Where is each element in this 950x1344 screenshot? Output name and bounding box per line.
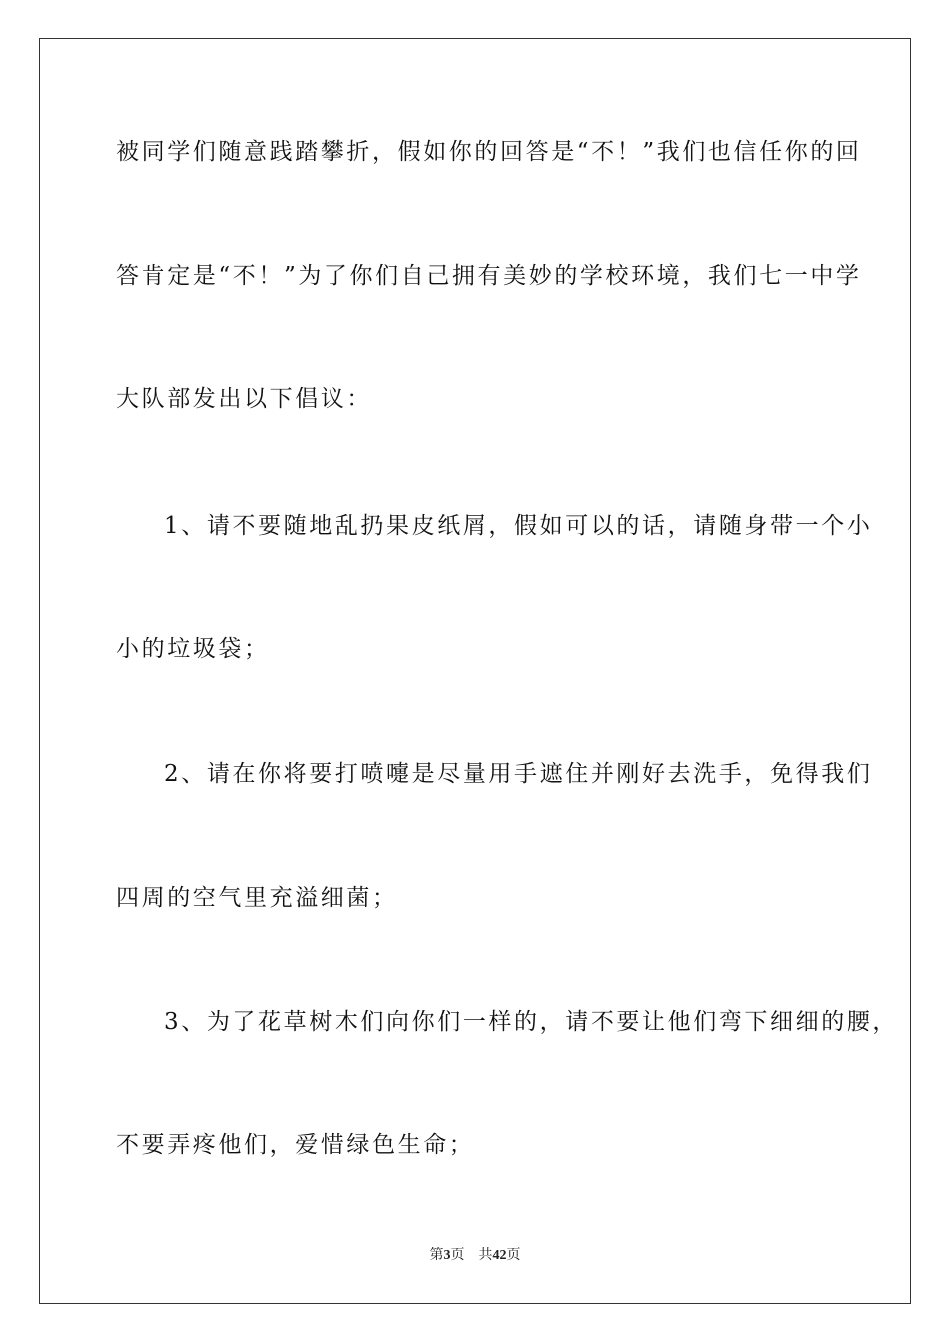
list-item-1-line-2: 小的垃圾袋； — [116, 636, 270, 662]
body-line-3: 大队部发出以下倡议： — [116, 386, 372, 412]
body-line-1: 被同学们随意践踏攀折，假如你的回答是“不！”我们也信任你的回 — [116, 139, 862, 165]
page-prefix: 第 — [429, 1248, 444, 1263]
total-pages: 42 — [492, 1248, 507, 1263]
list-item-3-line-1: 3、为了花草树木们向你们一样的，请不要让他们弯下细细的腰， — [164, 1009, 899, 1035]
list-item-2-line-1: 2、请在你将要打喷嚏是尽量用手遮住并刚好去洗手，免得我们 — [164, 761, 873, 787]
list-item-3-line-2: 不要弄疼他们，爱惜绿色生命； — [116, 1132, 475, 1158]
body-line-2: 答肯定是“不！”为了你们自己拥有美妙的学校环境，我们七一中学 — [116, 263, 862, 289]
page-suffix: 页 — [450, 1248, 465, 1263]
page-footer — [0, 1247, 950, 1265]
total-suffix: 页 — [506, 1248, 521, 1263]
list-item-1-line-1: 1、请不要随地乱扔果皮纸屑，假如可以的话，请随身带一个小 — [164, 513, 873, 539]
list-item-2-line-2: 四周的空气里充溢细菌； — [116, 885, 398, 911]
page-border — [39, 38, 911, 1304]
total-prefix: 共 — [478, 1248, 493, 1263]
page-number: 3 — [443, 1248, 451, 1263]
